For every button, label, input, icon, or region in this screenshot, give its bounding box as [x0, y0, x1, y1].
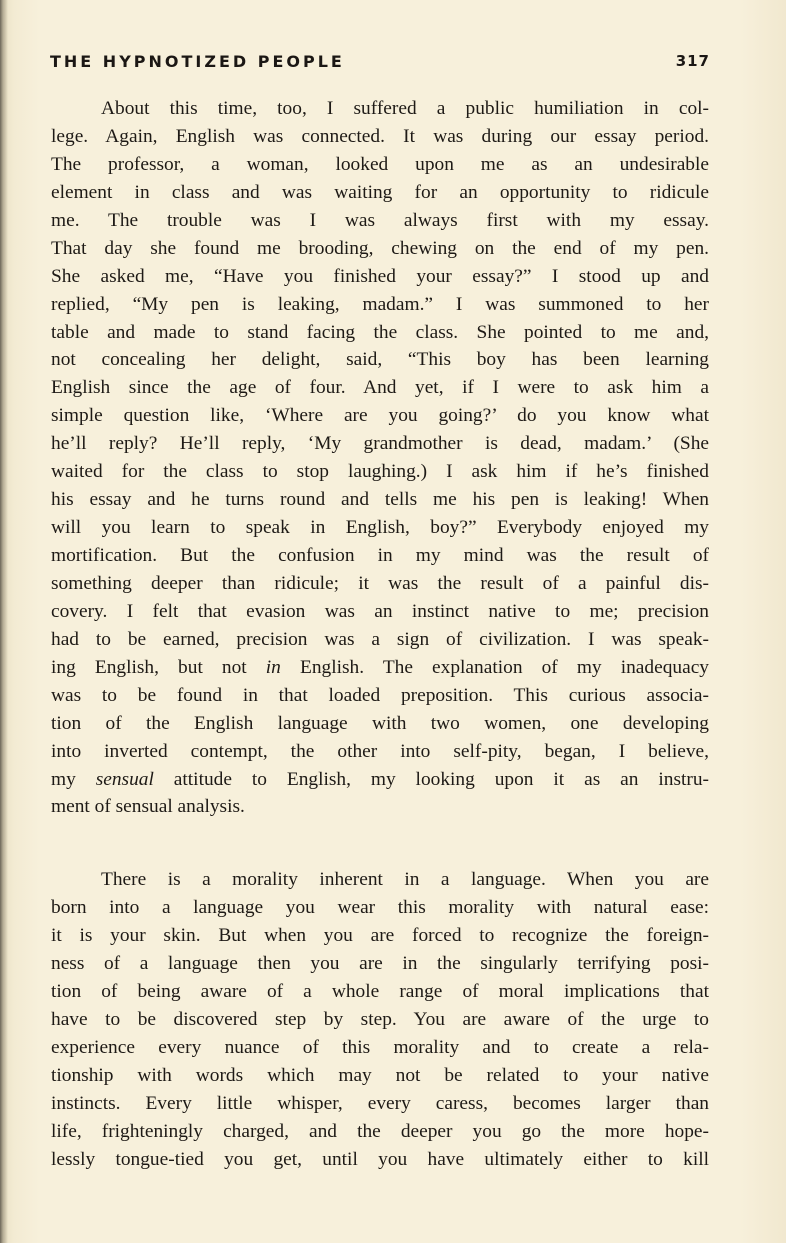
text-line: born into a language you wear this morality with natural ease:: [51, 897, 709, 919]
text-run: English. The explanation of my inadequacy: [280, 656, 709, 678]
text-line: had to be earned, precision was a sign of civilization. I was speak-: [51, 628, 709, 650]
text-line: experience every nuance of this morality and to create a rela-: [51, 1037, 709, 1058]
text-line: The professor, a woman, looked upon me as an undesirable: [51, 153, 709, 175]
text-line: tion of the English language with two women, one developing: [51, 712, 709, 734]
spine-shadow: [0, 0, 8, 1243]
text-line: She asked me, “Have you finished your essay?” I stood up and: [51, 265, 709, 287]
text-line: mortification. But the confusion in my mind was the result of: [51, 545, 709, 566]
text-line: instincts. Every little whisper, every caress, becomes larger than: [51, 1092, 709, 1114]
text-line: table and made to stand facing the class. She pointed to me and,: [51, 321, 709, 343]
text-line: lessly tongue-tied you get, until you have ultimately either to kill: [51, 1148, 709, 1170]
text-line: he’ll reply? He’ll reply, ‘My grandmother is dead, madam.’ (She: [51, 433, 709, 455]
running-head: [50, 52, 710, 76]
text-line: replied, “My pen is leaking, madam.” I was summoned to her: [51, 293, 709, 315]
italic-emphasis: sensual: [95, 768, 154, 790]
text-line: [51, 766, 709, 794]
text-line: life, frighteningly charged, and the deeper you go the more hope-: [51, 1120, 709, 1142]
text-line: tion of being aware of a whole range of moral implications that: [51, 981, 709, 1003]
text-line: have to be discovered step by step. You are aware of the urge to: [51, 1009, 709, 1031]
paragraph: [51, 866, 709, 1173]
text-line: into inverted contempt, the other into self-pity, began, I believe,: [51, 740, 709, 762]
text-line: English since the age of four. And yet, if I were to ask him a: [51, 377, 709, 399]
text-line: something deeper than ridicule; it was the result of a painful dis-: [51, 572, 709, 594]
text-line: me. The trouble was I was always first with my essay.: [51, 209, 709, 231]
body-text: [51, 95, 709, 1174]
italic-emphasis: in: [265, 656, 281, 678]
text-line: his essay and he turns round and tells me his pen is leaking! When: [51, 489, 709, 511]
text-line: ment of sensual analysis.: [51, 796, 245, 818]
text-line: it is your skin. But when you are forced to recognize the foreign-: [51, 925, 709, 947]
paragraph-gap: [51, 821, 709, 866]
text-line: will you learn to speak in English, boy?” Everybody enjoyed my: [51, 517, 709, 539]
text-line: covery. I felt that evasion was an instinct native to me; precision: [51, 600, 709, 622]
page-number: 317: [675, 52, 710, 70]
text-line: ness of a language then you are in the singularly terrifying posi-: [51, 953, 709, 975]
text-line: [51, 654, 709, 682]
text-line: That day she found me brooding, chewing on the end of my pen.: [51, 237, 709, 259]
running-title: THE HYPNOTIZED PEOPLE: [50, 52, 345, 71]
text-line: simple question like, ‘Where are you going?’ do you know what: [51, 405, 709, 427]
text-run: my: [51, 768, 96, 790]
text-run: attitude to English, my looking upon it as an instru-: [153, 768, 709, 790]
text-line: not concealing her delight, said, “This boy has been learning: [51, 349, 709, 371]
paragraph: [51, 95, 709, 821]
text-line: was to be found in that loaded preposition. This curious associa-: [51, 684, 709, 706]
text-line: lege. Again, English was connected. It was during our essay period.: [51, 125, 709, 147]
text-line: waited for the class to stop laughing.) I ask him if he’s finished: [51, 461, 709, 483]
text-run: ing English, but not: [51, 656, 266, 678]
text-line: element in class and was waiting for an opportunity to ridicule: [51, 181, 709, 203]
text-line: About this time, too, I suffered a public humiliation in col-: [101, 98, 709, 119]
text-line: There is a morality inherent in a language. When you are: [101, 869, 709, 891]
text-line: tionship with words which may not be related to your native: [51, 1064, 709, 1086]
